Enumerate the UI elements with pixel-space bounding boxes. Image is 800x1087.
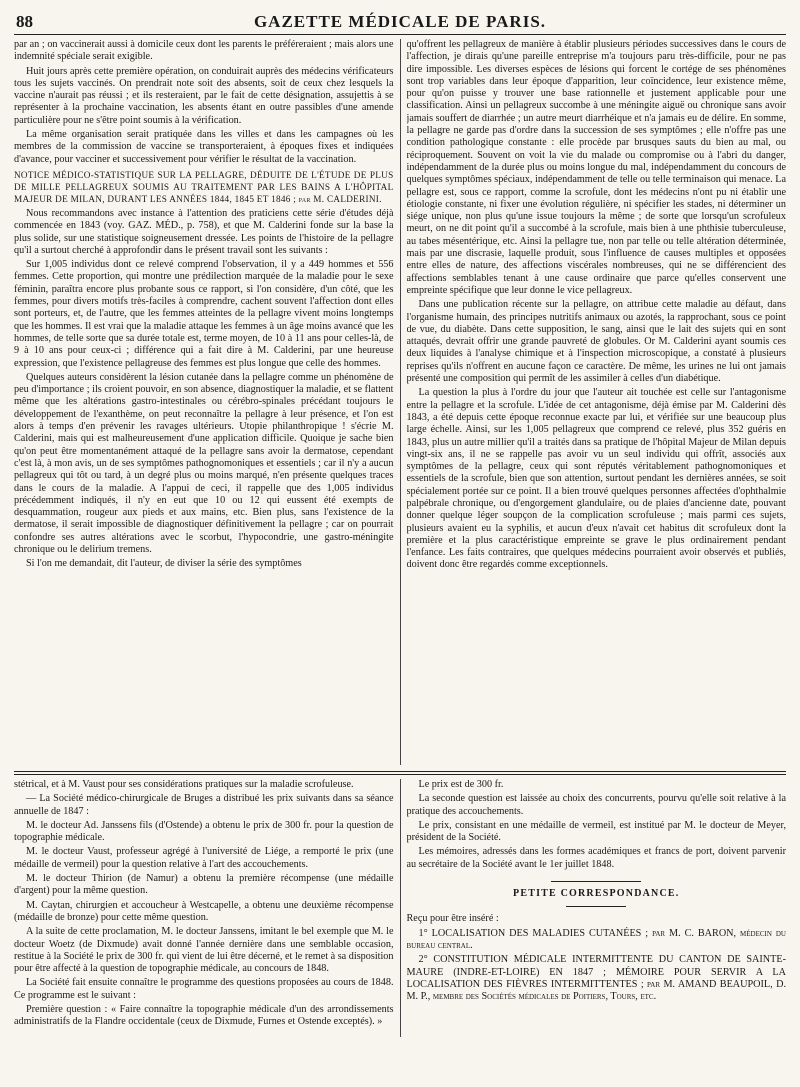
paragraph: Si l'on me demandait, dit l'auteur, de diviser la série des symptômes <box>26 558 302 570</box>
paragraph: M. le docteur Thirion (de Namur) a obtenu la première récompense (une médaille d'argent) pour la même question. <box>14 873 394 897</box>
paragraph: M. Caytan, chirurgien et accoucheur à Westcapelle, a obtenu une deuxième récompense (médaille de bronze) pour cette même question. <box>14 899 394 923</box>
paragraph: — La Société médico-chirurgicale de Bruges a distribué les prix suivants dans sa séance annuelle de 1847 : <box>14 793 394 817</box>
bottom-columns <box>14 779 786 1037</box>
paragraph: La seconde question est laissée au choix des concurrents, pourvu qu'elle soit relative à la pratique des accouchements. <box>406 793 786 817</box>
paragraph: par an ; on vaccinerait aussi à domicile ceux dont les parents le préféreraient ; mais alors une indemnité spéciale serait exigible. <box>14 39 394 63</box>
top-right-column <box>407 39 787 765</box>
paragraph: Première question : « Faire connaître la topographie médicale d'un des arrondissements administratifs de la Flandre occidentale (ceux de Dixmude, Furnes et Ostende exceptés). » <box>14 1004 394 1028</box>
paragraph: M. le docteur Vaust, professeur agrégé à l'université de Liége, a remporté le prix (une médaille de vermeil) pour la question relative à l'art des accouchements. <box>14 846 394 870</box>
paragraph: Dans une publication récente sur la pellagre, on attribue cette maladie au défaut, dans l'organisme humain, des principes nutritifs animaux ou azotés, la rapprochant, sous ce point de vue, du diabète. Dans cette supposition, le sang, ainsi que le lait des sujets qui en sont attaqués, devrait offrir une grande pauvreté de globules. Or M. Calderini ayant soumis ces deux liquides à l'analyse chimique et à l'inspection microscopique, a constaté à plusieurs reprises qu'ils n'offrent en aucune façon ce caractère. De même, les urines ne lui ont jamais présenté une composition qui permît de les assimiler à celles d'un diabétique. <box>406 299 786 385</box>
rule <box>566 906 626 907</box>
page-header <box>14 10 786 35</box>
received-label: Reçu pour être inséré : <box>406 913 499 925</box>
rule <box>551 881 641 882</box>
paragraph: Huit jours après cette première opération, on conduirait auprès des médecins vérificateurs tous les sujets vaccinés. On prendrait note soit des absents, soit de ceux chez lesquels la vaccine n'aurait pas réussi ; et ils resteraient, par le fait de cette désignation, assujettis à se représenter à la prochaine vaccination, les absents étant en outre passibles d'une amende particulière pour ne s'être point soumis à la vérification. <box>14 65 394 126</box>
column-divider <box>400 779 401 1037</box>
paragraph: Le prix, consistant en une médaille de vermeil, est institué par M. le docteur de Meyer, président de la Société. <box>406 819 786 844</box>
paragraph: La Société fait ensuite connaître le programme des questions proposées au cours de 1848. Ce programme est le suivant : <box>14 977 394 1001</box>
article-heading-text: NOTICE MÉDICO-STATISTIQUE SUR LA PELLAGRE, DÉDUITE DE L'ÉTUDE DE PLUS DE MILLE PELLAGREUX SOUMIS AU TRAITEMENT PAR LES BAINS A L'HÔPITAL MAJEUR DE MILAN, DURANT LES ANNÉES 1844, 1845 ET 1846 ; par M. CALDERINI. <box>14 169 394 204</box>
running-title: GAZETTE MÉDICALE DE PARIS. <box>253 12 547 31</box>
section-separator <box>14 771 786 775</box>
bottom-left-column <box>14 779 394 1037</box>
paragraph: Quelques auteurs considèrent la lésion cutanée dans la pellagre comme un phénomène de peu d'importance ; ils croient pouvoir, en son absence, diagnostiquer la maladie, et se flattent même que les altérations gastro-intestinales ou cérébro-spinales précédant toujours le développement de l'exanthème, on peut reconnaître la pellagre à leur présence, et l'on est alors à temps d'en prévenir les ravages ultérieurs. Utopie philanthropique ! s'écrie M. Calderini, mais qui est malheureusement d'une application difficile. Quoique je sache bien qu'on peut être momentanément attaqué de la pellagre sans avoir la dermatose, cependant c'est là, à mon avis, un de ses symptômes pathognomoniques et essentiels ; car il n'y a aucun pellagreux qui tôt ou tard, à un degré plus ou moins marqué, n'en présente quelques traces dans le cours de la maladie. A l'appui de ceci, il rappelle que des 1,005 individus précédemment indiqués, il n'y en eut que 10 ou 12 qui eussent été exempts de desquammation, rougeur aux pieds et aux mains, etc. Bien plus, sans l'existence de la dermatose, il serait impossible de diagnostiquer définitivement la pellagre ; car on pourrait confondre ses autres altérations avec le scorbut, l'hypocondrie, une gastro-méningite chronique ou le delirium tremens. <box>14 371 394 555</box>
paragraph: stétrical, et à M. Vaust pour ses considérations pratiques sur la maladie scrofuleuse. <box>14 779 354 790</box>
column-divider <box>400 39 401 765</box>
paragraph: M. le docteur Ad. Janssens fils (d'Ostende) a obtenu le prix de 300 fr. pour la question de topographie médicale. <box>14 819 394 844</box>
paragraph: Le prix est de 300 fr. <box>418 779 504 790</box>
paragraph: qu'offrent les pellagreux de manière à établir plusieurs périodes successives dans le cours de l'affection, je dirais qu'une pareille entreprise m'a toujours paru très-difficile, pour ne pas dire impossible. Les diverses espèces de lésions qui forcent le cortége de ses phénomènes sont trop variables dans leur époque d'apparition, leur coïncidence, leur existence même, pour qu'on puisse y trouver une base rationnelle et justement applicable pour une classification. Ainsi un pellagreux succombe à une méningite aiguë ou chronique sans avoir jamais souffert de diarrhée ; un autre meurt diarrhéique et n'a jamais eu de délire. En somme, la pellagre ne garde pas d'ordre dans la succession de ses symptômes ; elle n'offre pas une condition pathologique constante : elle procède par brusques sauts du bien au mal, ou réciproquement. Souvent on voit la vie du malade ou compromise ou à l'abri du danger, indépendamment de la durée plus ou moins longue du mal, indépendamment du concours de quelques symptômes spéciaux, indépendamment de telle ou telle terminaison qui menace. La pellagre est, sous ce rapport, comme la scrofule, dont les médecins n'ont pu ni établir une étiologie constante, ni fixer une évolution régulière, ni spécifier les stades, ni déterminer un siége unique, non plus qu'une issue toujours la même ; de sorte que lorsqu'un scrofuleux meurt, on ne dit point qu'il a succombé à la scrofule, mais bien à une phthisie tuberculeuse, au tabes mésentérique, etc. Ainsi la pellagre tue, non par telle ou telle altération déterminée, mais par une discrasie, laquelle produit, sous l'influence de causes multiples et opposées entre elles de nature, des affections viscérales nombreuses, qui ne se différencient des affections semblables tenant à une cause ordinaire que parce qu'elles conservent une empreinte spécifique que leur donne le vice pellagreux. <box>406 39 786 296</box>
article-heading <box>14 169 394 205</box>
correspondence-item: 2° CONSTITUTION MÉDICALE INTERMITTENTE DU CANTON DE SAINTE-MAURE (INDRE-ET-LOIRE) EN 1847 ; MÉMOIRE POUR SERVIR A LA LOCALISATION DES FIÈVRES INTERMITTENTES ; par M. AMAND BEAUPOIL, D. M. P., membre des Sociétés médicales de Poitiers, Tours, etc. <box>406 954 786 1003</box>
paragraph: La même organisation serait pratiquée dans les villes et dans les campagnes où les membres de la commission de vaccine se transporteraient, à époques fixes et indiquées d'avance, pour vacciner et successivement pour vérifier le résultat de la vaccination. <box>14 129 394 165</box>
page-number: 88 <box>16 12 33 31</box>
paragraph: Les mémoires, adressés dans les formes académiques et francs de port, doivent parvenir au secrétaire de la Société avant le 1er juillet 1848. <box>406 846 786 870</box>
top-left-column <box>14 39 394 765</box>
bottom-right-column <box>407 779 787 1037</box>
correspondence-item: 1° LOCALISATION DES MALADIES CUTANÉES ; par M. C. BARON, médecin du bureau central. <box>406 927 786 951</box>
paragraph: Sur 1,005 individus dont ce relevé comprend l'observation, il y a 449 hommes et 556 femmes. Cette proportion, qui montre une prédilection marquée de la maladie pour le sexe féminin, paraîtra encore plus probante sous ce rapport, si l'on considère, d'un côté, que les femmes, pour divers motifs très-faciles à comprendre, cachent souvent l'affection dont elles sont porteurs, et, de l'autre, que les femmes atteintes de la pellagre vivent moins longtemps que les hommes. Il est vrai que la maladie attaque les femmes à un âge moins avancé que les hommes, de telle sorte que sa durée totale est, terme moyen, de 10 à 11 ans pour celles-là, de 9 à 10 ans pour ceux-ci ; différence qui a fait dire à M. Calderini, par une heureuse expression, que l'existence pellagreuse des femmes est plus longue que celle des hommes. <box>14 259 394 369</box>
top-columns <box>14 39 786 765</box>
paragraph: A la suite de cette proclamation, M. le docteur Janssens, imitant le bel exemple que M. le docteur Woetz (de Dixmude) avait donné l'année dernière dans une semblable occasion, restitue à la Société le prix de 300 fr. qui vient de lui être décerné, et le remet à sa disposition pour être affecté à la question de topographie médicale, au concours de 1848. <box>14 926 394 975</box>
paragraph: Nous recommandons avec instance à l'attention des praticiens cette série d'études déjà commencée en 1843 (voy. GAZ. MÉD., p. 758), et que M. Calderini fonde sur la base la plus solide, sur une statistique soigneusement dressée. Les points de l'histoire de la pellagre qu'il a surtout cherché à approfondir dans le présent travail sont les suivants : <box>14 207 394 256</box>
paragraph: La question la plus à l'ordre du jour que l'auteur ait touchée est celle sur l'antagonisme entre la pellagre et la scrofule. L'idée de cet antagonisme, déjà émise par M. Calderini dès 1843, a été depuis cette époque reconnue exacte par lui, et vérifiée sur une beaucoup plus large échelle. Ainsi, sur les 1,005 pellagreux que comprend ce relevé, plus 352 guéris en 1843, plus un autre millier qu'il a traités dans sa pratique de l'hôpital Majeur de Milan depuis vingt-six ans, il ne se rappelle pas avoir vu un seul individu qui offrît, associés aux symptômes de la pellagre, ceux qui sont réputés véritablement pathognomoniques et essentiels de la scrofule, bien que son attention, surtout pendant les dernières années, se soit spécialement portée sur ce point. Il a bien trouvé quelques personnes affectées d'ophthalmie palpébrale chronique, ou d'engorgement glandulaire, ou de plaies d'ancienne date, pouvant donner quelque léger soupçon de la complication scrofuleuse ; mais parmi ces sujets, plusieurs avaient eu la syphilis, et aucun d'eux n'avait cet habitus dit scrofuleux dont la première et la plus caractéristique empreinte se grave le plus ordinairement pendant l'enfance. Les faits contraires, que quelques médecins pourraient avoir observés et publiés, doivent donc être regardés comme exceptionnels. <box>406 387 786 571</box>
correspondence-heading: PETITE CORRESPONDANCE. <box>513 888 680 900</box>
